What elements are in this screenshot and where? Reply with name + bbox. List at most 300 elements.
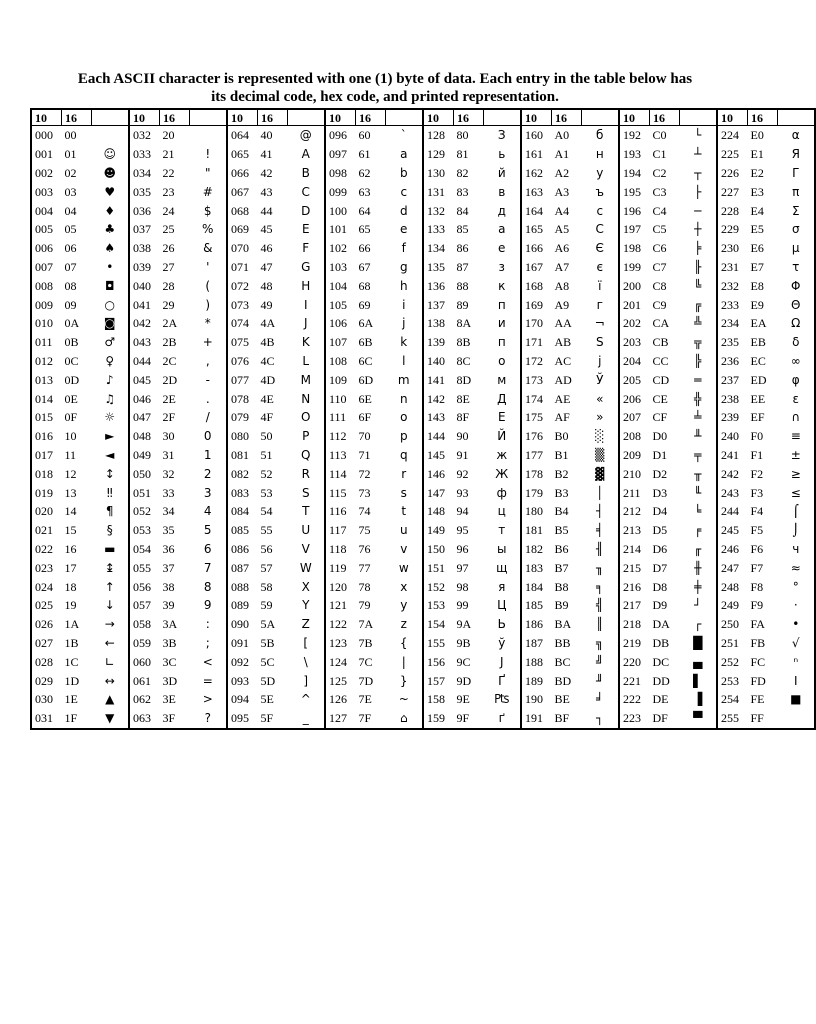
hex-code: DE: [652, 692, 669, 707]
decimal-code: 036: [133, 203, 151, 218]
hex-code: 5B: [260, 635, 275, 650]
header-hex: 16: [552, 109, 582, 126]
hex-code: 32: [162, 466, 175, 481]
hex-code: BD: [554, 673, 572, 688]
decimal-code: 104: [329, 278, 347, 293]
printed-char: «: [582, 389, 620, 408]
printed-char: <: [190, 652, 228, 671]
printed-char: f: [386, 239, 424, 258]
decimal-code: 159: [427, 711, 445, 726]
printed-char: z: [386, 615, 424, 634]
hex-code: 5E: [260, 692, 274, 707]
hex-code: 16: [64, 541, 77, 556]
title-line-1: Each ASCII character is represented with one (1) byte of data. Each entry in the table below has: [77, 71, 693, 87]
table-row: [31, 483, 815, 502]
hex-code: 90: [456, 429, 469, 444]
decimal-code: 011: [35, 335, 53, 350]
decimal-code: 100: [329, 203, 347, 218]
decimal-code: 181: [525, 523, 543, 538]
hex-code: D4: [652, 504, 668, 519]
decimal-code: 172: [525, 353, 543, 368]
hex-code: 05: [64, 222, 77, 237]
printed-char: ў: [484, 634, 522, 653]
hex-code: 47: [260, 259, 273, 274]
printed-char: @: [288, 126, 326, 145]
hex-code: ED: [750, 372, 767, 387]
hex-code: DA: [652, 617, 670, 632]
printed-char: ╙: [680, 483, 718, 502]
printed-char: w: [386, 558, 424, 577]
decimal-code: 008: [35, 278, 53, 293]
decimal-code: 178: [525, 466, 543, 481]
printed-char: _: [288, 709, 326, 729]
printed-char: q: [386, 446, 424, 465]
hex-code: 33: [162, 485, 175, 500]
hex-code: 58: [260, 579, 273, 594]
hex-code: 56: [260, 541, 273, 556]
hex-code: 0F: [64, 410, 78, 425]
hex-code: 75: [358, 523, 371, 538]
table-row: [31, 634, 815, 653]
hex-code: EE: [750, 391, 766, 406]
hex-code: CB: [652, 335, 669, 350]
hex-code: A5: [554, 222, 570, 237]
decimal-code: 067: [231, 184, 249, 199]
hex-code: BF: [554, 711, 570, 726]
hex-code: 3A: [162, 617, 178, 632]
table-row: [31, 671, 815, 690]
hex-code: F8: [750, 579, 764, 594]
decimal-code: 246: [721, 541, 739, 556]
decimal-code: 087: [231, 560, 249, 575]
decimal-code: 063: [133, 711, 151, 726]
hex-code: AA: [554, 316, 572, 331]
decimal-code: 245: [721, 523, 739, 538]
decimal-code: 177: [525, 447, 543, 462]
hex-code: E6: [750, 241, 764, 256]
hex-code: D3: [652, 485, 668, 500]
printed-char: `: [386, 126, 424, 145]
hex-code: 26: [162, 241, 175, 256]
decimal-code: 060: [133, 654, 151, 669]
printed-char: Ґ: [484, 671, 522, 690]
decimal-code: 070: [231, 241, 249, 256]
hex-code: 9A: [456, 617, 472, 632]
decimal-code: 253: [721, 673, 739, 688]
hex-code: FE: [750, 692, 765, 707]
printed-char: √: [791, 635, 800, 650]
printed-char: Ц: [484, 596, 522, 615]
printed-char: ┬: [680, 164, 718, 183]
decimal-code: 116: [329, 504, 347, 519]
hex-code: B2: [554, 466, 569, 481]
printed-char: ▄: [680, 652, 718, 671]
decimal-code: 134: [427, 241, 445, 256]
printed-char: ╣: [582, 596, 620, 615]
printed-char: L: [288, 352, 326, 371]
decimal-code: 001: [35, 147, 53, 162]
decimal-code: 211: [623, 485, 641, 500]
decimal-code: 015: [35, 410, 53, 425]
hex-code: 6C: [358, 353, 373, 368]
header-decimal: 10: [31, 109, 62, 126]
decimal-code: 179: [525, 485, 543, 500]
header-hex: 16: [454, 109, 484, 126]
hex-code: 34: [162, 504, 175, 519]
decimal-code: 034: [133, 165, 151, 180]
hex-code: D0: [652, 429, 668, 444]
decimal-code: 072: [231, 278, 249, 293]
printed-char: s: [386, 483, 424, 502]
table-row: [31, 464, 815, 483]
hex-code: 23: [162, 184, 175, 199]
printed-char: o: [386, 408, 424, 427]
header-decimal: 10: [129, 109, 160, 126]
printed-char: ╔: [680, 295, 718, 314]
decimal-code: 103: [329, 259, 347, 274]
decimal-code: 157: [427, 673, 445, 688]
printed-char: ≡: [790, 429, 801, 444]
hex-code: D9: [652, 598, 668, 613]
printed-char: ♠: [92, 239, 130, 258]
printed-char: ╒: [680, 521, 718, 540]
decimal-code: 241: [721, 447, 739, 462]
printed-char: ¶: [92, 502, 130, 521]
printed-char: W: [288, 558, 326, 577]
decimal-code: 209: [623, 447, 641, 462]
hex-code: 76: [358, 541, 371, 556]
decimal-code: 099: [329, 184, 347, 199]
printed-char: x: [386, 577, 424, 596]
printed-char: ј: [582, 352, 620, 371]
decimal-code: 229: [721, 222, 739, 237]
hex-code: 00: [64, 128, 77, 143]
hex-code: 88: [456, 278, 469, 293]
printed-char: U: [288, 521, 326, 540]
hex-code: 22: [162, 165, 175, 180]
hex-code: AF: [554, 410, 570, 425]
hex-code: A6: [554, 241, 570, 256]
printed-char: С: [582, 220, 620, 239]
decimal-code: 050: [133, 466, 151, 481]
printed-char: g: [386, 258, 424, 277]
printed-char: в: [484, 182, 522, 201]
printed-char: Q: [288, 446, 326, 465]
decimal-code: 174: [525, 391, 543, 406]
printed-char: »: [582, 408, 620, 427]
printed-char: Й: [484, 427, 522, 446]
printed-char: ъ: [582, 182, 620, 201]
printed-char: ▒: [582, 446, 620, 465]
printed-char: └: [680, 126, 718, 145]
hex-code: B0: [554, 429, 569, 444]
printed-char: τ: [792, 259, 800, 274]
printed-char: ┐: [582, 709, 620, 729]
table-row: [31, 126, 815, 145]
decimal-code: 205: [623, 372, 641, 387]
decimal-code: 196: [623, 203, 641, 218]
decimal-code: 065: [231, 147, 249, 162]
hex-code: 38: [162, 579, 175, 594]
hex-code: A1: [554, 147, 570, 162]
table-row: [31, 258, 815, 277]
hex-code: 24: [162, 203, 175, 218]
decimal-code: 125: [329, 673, 347, 688]
printed-char: 2: [190, 464, 228, 483]
printed-char: ╖: [582, 558, 620, 577]
hex-code: 37: [162, 560, 175, 575]
table-row: [31, 164, 815, 183]
printed-char: Є: [582, 239, 620, 258]
printed-char: ╕: [582, 577, 620, 596]
printed-char: 7: [190, 558, 228, 577]
decimal-code: 161: [525, 147, 543, 162]
printed-char: ╧: [680, 408, 718, 427]
decimal-code: 055: [133, 560, 151, 575]
printed-char: ♀: [92, 352, 130, 371]
printed-char: ♦: [92, 201, 130, 220]
printed-char: y: [386, 596, 424, 615]
table-row: [31, 652, 815, 671]
decimal-code: 145: [427, 447, 445, 462]
printed-char: ╘: [680, 502, 718, 521]
decimal-code: 094: [231, 692, 249, 707]
printed-char: З: [484, 126, 522, 145]
decimal-code: 085: [231, 523, 249, 538]
decimal-code: 163: [525, 184, 543, 199]
decimal-code: 230: [721, 241, 739, 256]
printed-char: M: [288, 370, 326, 389]
printed-char: I: [288, 295, 326, 314]
decimal-code: 215: [623, 560, 641, 575]
hex-code: 49: [260, 297, 273, 312]
decimal-code: 054: [133, 541, 151, 556]
printed-char: t: [386, 502, 424, 521]
printed-char: ): [190, 295, 228, 314]
printed-char: n: [386, 389, 424, 408]
decimal-code: 029: [35, 673, 53, 688]
printed-char: •: [92, 258, 130, 277]
printed-char: 0: [190, 427, 228, 446]
decimal-code: 223: [623, 711, 641, 726]
printed-char: δ: [792, 335, 800, 350]
title-line-2: its decimal code, hex code, and printed representation.: [211, 89, 559, 105]
hex-code: 7E: [358, 692, 372, 707]
printed-char: u: [386, 521, 424, 540]
printed-char: I: [793, 673, 798, 688]
decimal-code: 095: [231, 711, 249, 726]
printed-char: ╫: [680, 558, 718, 577]
hex-code: 63: [358, 184, 371, 199]
decimal-code: 141: [427, 372, 445, 387]
printed-char: [778, 709, 816, 729]
decimal-code: 248: [721, 579, 739, 594]
decimal-code: 121: [329, 598, 347, 613]
table-row: [31, 182, 815, 201]
printed-char: ╨: [680, 427, 718, 446]
hex-code: B3: [554, 485, 569, 500]
hex-code: BA: [554, 617, 572, 632]
hex-code: 46: [260, 241, 273, 256]
decimal-code: 132: [427, 203, 445, 218]
hex-code: 7C: [358, 654, 373, 669]
hex-code: F6: [750, 541, 764, 556]
decimal-code: 086: [231, 541, 249, 556]
printed-char: ▓: [582, 464, 620, 483]
decimal-code: 231: [721, 259, 739, 274]
decimal-code: 048: [133, 429, 151, 444]
table-row: [31, 596, 815, 615]
decimal-code: 044: [133, 353, 151, 368]
decimal-code: 170: [525, 316, 543, 331]
decimal-code: 117: [329, 523, 347, 538]
hex-code: 41: [260, 147, 273, 162]
header-char: [778, 109, 816, 126]
hex-code: 86: [456, 241, 469, 256]
decimal-code: 078: [231, 391, 249, 406]
header-char: [680, 109, 718, 126]
hex-code: 89: [456, 297, 469, 312]
hex-code: 92: [456, 466, 469, 481]
decimal-code: 092: [231, 654, 249, 669]
printed-char: Е: [484, 408, 522, 427]
decimal-code: 059: [133, 635, 151, 650]
decimal-code: 140: [427, 353, 445, 368]
hex-code: 94: [456, 504, 469, 519]
decimal-code: 033: [133, 147, 151, 162]
decimal-code: 240: [721, 429, 739, 444]
hex-code: 0A: [64, 316, 80, 331]
printed-char: ═: [680, 370, 718, 389]
printed-char: •: [792, 617, 800, 632]
hex-code: 2C: [162, 353, 177, 368]
printed-char: #: [190, 182, 228, 201]
hex-code: 7D: [358, 673, 374, 688]
hex-code: 5A: [260, 617, 276, 632]
printed-char: 4: [190, 502, 228, 521]
decimal-code: 120: [329, 579, 347, 594]
printed-char: V: [288, 540, 326, 559]
table-row: [31, 389, 815, 408]
hex-code: FF: [750, 711, 764, 726]
decimal-code: 118: [329, 541, 347, 556]
hex-code: 8A: [456, 316, 472, 331]
hex-code: 9E: [456, 692, 470, 707]
printed-char: %: [190, 220, 228, 239]
printed-char: ≈: [790, 560, 801, 575]
hex-code: D8: [652, 579, 668, 594]
hex-code: D2: [652, 466, 668, 481]
hex-code: DF: [652, 711, 668, 726]
hex-code: C4: [652, 203, 667, 218]
hex-code: EA: [750, 316, 767, 331]
printed-char: H: [288, 276, 326, 295]
printed-char: Σ: [791, 203, 800, 218]
printed-char: ►: [92, 427, 130, 446]
hex-code: 5F: [260, 711, 274, 726]
decimal-code: 201: [623, 297, 641, 312]
printed-char: l: [386, 352, 424, 371]
decimal-code: 171: [525, 335, 543, 350]
printed-char: ґ: [484, 709, 522, 729]
printed-char: p: [386, 427, 424, 446]
decimal-code: 239: [721, 410, 739, 425]
printed-char: ◙: [92, 314, 130, 333]
printed-char: ': [190, 258, 228, 277]
decimal-code: 136: [427, 278, 445, 293]
printed-char: ←: [92, 634, 130, 653]
printed-char: h: [386, 276, 424, 295]
printed-char: ☻: [92, 164, 130, 183]
hex-code: 82: [456, 165, 469, 180]
hex-code: 80: [456, 128, 469, 143]
printed-char: ☺: [92, 145, 130, 164]
printed-char: /: [190, 408, 228, 427]
printed-char: Ω: [791, 316, 801, 331]
hex-code: 4F: [260, 410, 274, 425]
decimal-code: 126: [329, 692, 347, 707]
decimal-code: 049: [133, 447, 151, 462]
decimal-code: 077: [231, 372, 249, 387]
hex-code: F4: [750, 504, 764, 519]
hex-code: CE: [652, 391, 668, 406]
printed-char: ◘: [92, 276, 130, 295]
printed-char: ]: [288, 671, 326, 690]
decimal-code: 219: [623, 635, 641, 650]
table-row: [31, 201, 815, 220]
decimal-code: 167: [525, 259, 543, 274]
decimal-code: 187: [525, 635, 543, 650]
hex-code: E5: [750, 222, 764, 237]
hex-code: 53: [260, 485, 273, 500]
hex-code: 39: [162, 598, 175, 613]
printed-char: ╛: [582, 690, 620, 709]
decimal-code: 150: [427, 541, 445, 556]
printed-char: ~: [386, 690, 424, 709]
decimal-code: 206: [623, 391, 641, 406]
printed-char: ∞: [790, 353, 801, 368]
printed-char: ■: [790, 692, 802, 707]
decimal-code: 047: [133, 410, 151, 425]
header-char: [92, 109, 130, 126]
decimal-code: 105: [329, 297, 347, 312]
decimal-code: 135: [427, 259, 445, 274]
decimal-code: 194: [623, 165, 641, 180]
printed-char: ♪: [92, 370, 130, 389]
decimal-code: 046: [133, 391, 151, 406]
printed-char: ↑: [92, 577, 130, 596]
hex-code: 69: [358, 297, 371, 312]
printed-char: 1: [190, 446, 228, 465]
hex-code: 87: [456, 259, 469, 274]
hex-code: 15: [64, 523, 77, 538]
printed-char: [: [288, 634, 326, 653]
printed-char: Θ: [791, 297, 801, 312]
hex-code: 6B: [358, 335, 373, 350]
hex-code: 96: [456, 541, 469, 556]
printed-char: ┤: [582, 502, 620, 521]
printed-char: ╞: [680, 239, 718, 258]
decimal-code: 051: [133, 485, 151, 500]
hex-code: 3B: [162, 635, 177, 650]
decimal-code: 097: [329, 147, 347, 162]
hex-code: 21: [162, 147, 175, 162]
header-char: [190, 109, 228, 126]
printed-char: ☼: [92, 408, 130, 427]
printed-char: J: [288, 314, 326, 333]
hex-code: 55: [260, 523, 273, 538]
decimal-code: 252: [721, 654, 739, 669]
